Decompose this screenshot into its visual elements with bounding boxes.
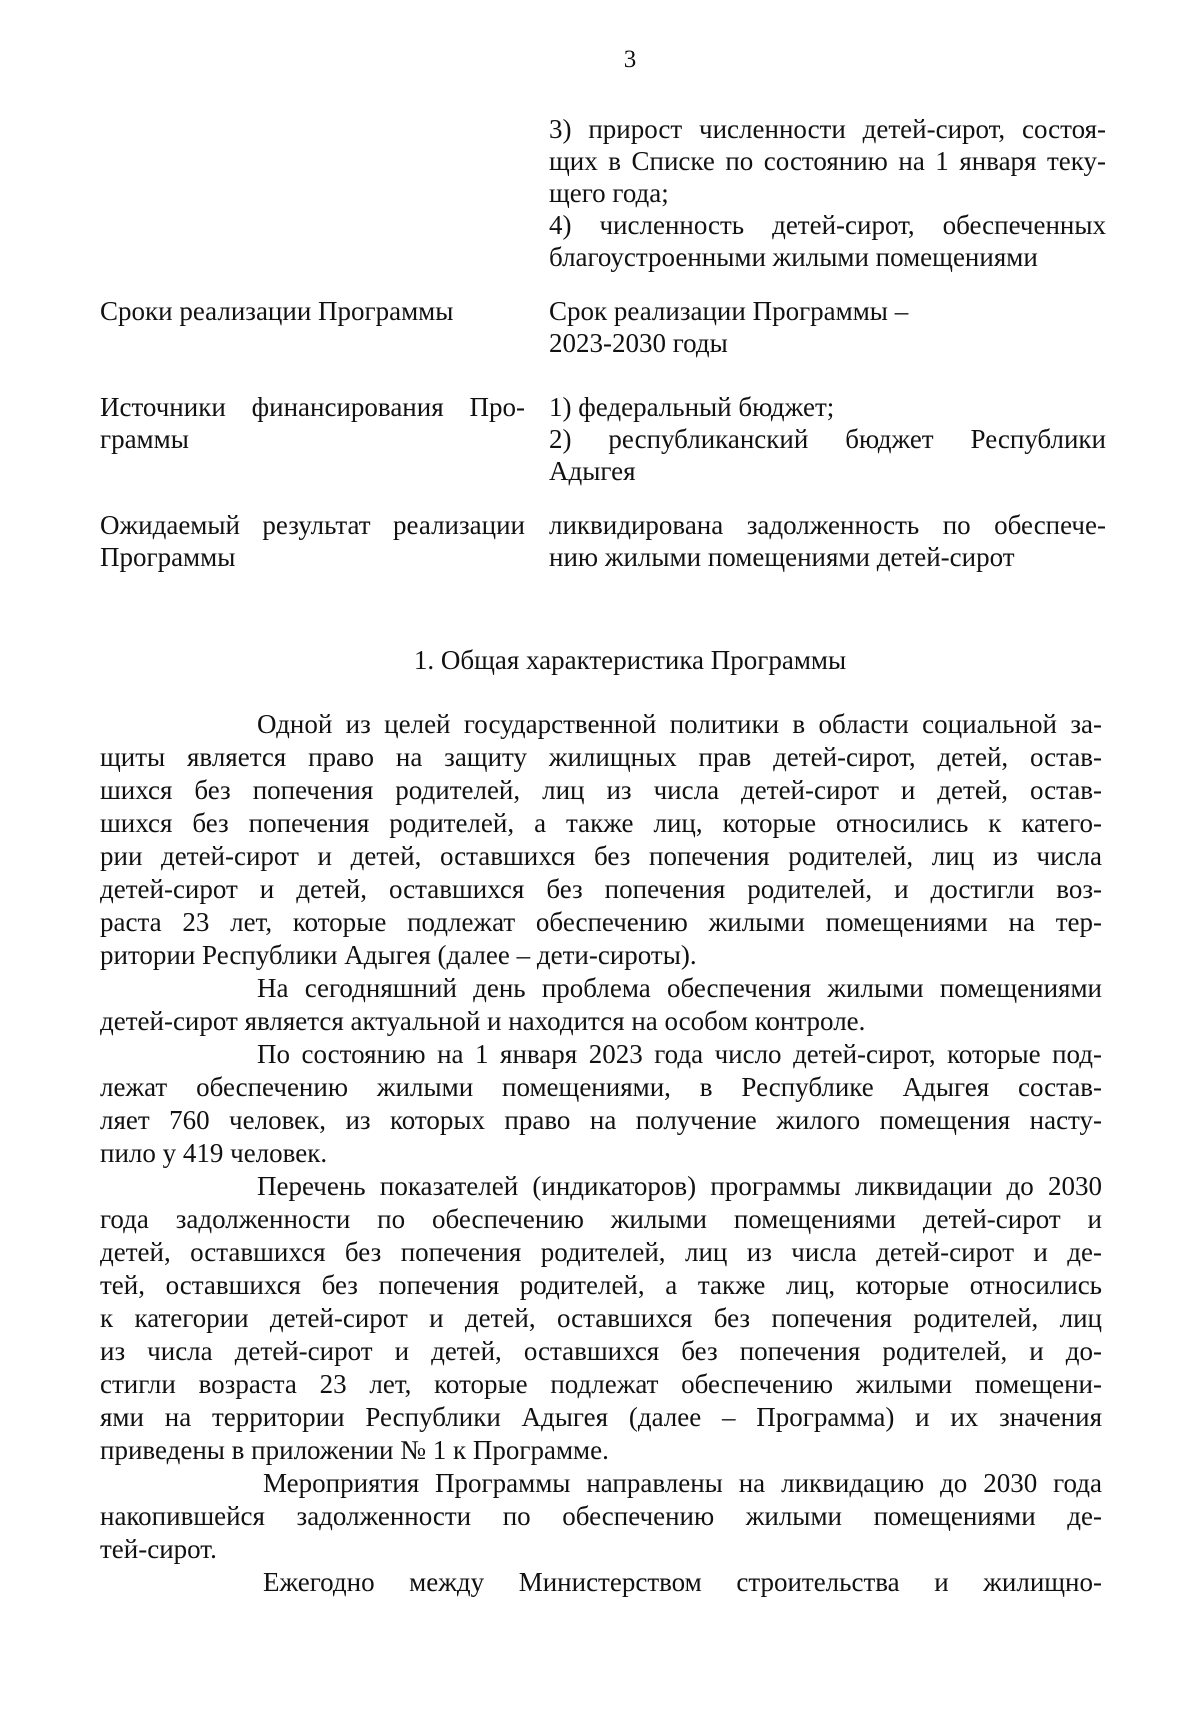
text-line: Мероприятия Программы направлены на ликвидацию до 2030 года <box>263 1468 1102 1498</box>
text-line: Перечень показателей (индикаторов) программы ликвидации до 2030 <box>257 1171 1102 1201</box>
text-line: щего года; <box>549 178 669 208</box>
text-line: 2023-2030 годы <box>549 328 728 358</box>
text-line: По состоянию на 1 января 2023 года число детей-сирот, которые под- <box>257 1039 1102 1069</box>
text-line: 4) численность детей-сирот, обеспеченных <box>549 210 1106 240</box>
paragraph <box>100 1170 1102 1467</box>
funding-value <box>549 391 1106 487</box>
text-line: 2) республиканский бюджет Республики <box>549 424 1106 454</box>
text-line: Одной из целей государственной политики в области социальной за- <box>257 709 1102 739</box>
text-line: накопившейся задолженности по обеспечению жилыми помещениями де- <box>100 1501 1102 1531</box>
text-line: шихся без попечения родителей, а также лиц, которые относились к катего- <box>100 808 1102 838</box>
text-line: из числа детей-сирот и детей, оставшихся без попечения родителей, и до- <box>100 1336 1102 1366</box>
paragraph <box>100 708 1102 972</box>
text-line: Сроки реализации Программы <box>100 296 454 326</box>
text-line: Ожидаемый результат реализации <box>100 510 525 540</box>
text-line: ями на территории Республики Адыгея (далее – Программа) и их значения <box>100 1402 1102 1432</box>
timeline-label <box>100 295 525 327</box>
text-line: Источники финансирования Про- <box>100 392 525 422</box>
section-body <box>100 708 1102 1599</box>
text-line: лежат обеспечению жилыми помещениями, в Республике Адыгея состав- <box>100 1072 1102 1102</box>
text-line: Срок реализации Программы – <box>549 296 909 326</box>
text-line: пило у 419 человек. <box>100 1138 328 1168</box>
text-line: щих в Списке по состоянию на 1 января теку- <box>549 146 1106 176</box>
text-line: шихся без попечения родителей, лиц из числа детей-сирот и детей, остав- <box>100 775 1102 805</box>
paragraph <box>100 1566 1102 1599</box>
funding-label <box>100 391 525 455</box>
paragraph <box>100 1467 1102 1566</box>
result-label <box>100 509 525 573</box>
text-line: граммы <box>100 424 189 454</box>
text-line: Адыгея <box>549 456 636 486</box>
text-line: Ежегодно между Министерством строительства и жилищно- <box>263 1567 1102 1597</box>
text-line: детей, оставшихся без попечения родителей, лиц из числа детей-сирот и де- <box>100 1237 1102 1267</box>
result-value <box>549 509 1106 573</box>
text-line: раста 23 лет, которые подлежат обеспечению жилыми помещениями на тер- <box>100 907 1102 937</box>
text-line: приведены в приложении № 1 к Программе. <box>100 1435 609 1465</box>
text-line: рии детей-сирот и детей, оставшихся без попечения родителей, лиц из числа <box>100 841 1102 871</box>
text-line: года задолженности по обеспечению жилыми помещениями детей-сирот и <box>100 1204 1102 1234</box>
text-line: ритории Республики Адыгея (далее – дети-сироты). <box>100 940 697 970</box>
text-line: детей-сирот является актуальной и находится на особом контроле. <box>100 1006 866 1036</box>
text-line: тей-сирот. <box>100 1534 217 1564</box>
text-line: щиты является право на защиту жилищных прав детей-сирот, детей, остав- <box>100 742 1102 772</box>
paragraph <box>100 972 1102 1038</box>
indicators-continued-value <box>549 113 1106 273</box>
page-number: 3 <box>623 46 637 73</box>
text-line: стигли возраста 23 лет, которые подлежат обеспечению жилыми помещени- <box>100 1369 1102 1399</box>
text-line: ляет 760 человек, из которых право на получение жилого помещения насту- <box>100 1105 1102 1135</box>
text-line: к категории детей-сирот и детей, оставшихся без попечения родителей, лиц <box>100 1303 1102 1333</box>
timeline-value <box>549 295 1106 359</box>
paragraph <box>100 1038 1102 1170</box>
text-line: ликвидирована задолженность по обеспече- <box>549 510 1106 540</box>
text-line: тей, оставшихся без попечения родителей, а также лиц, которые относились <box>100 1270 1102 1300</box>
section-heading: 1. Общая характеристика Программы <box>413 645 847 675</box>
text-line: нию жилыми помещениями детей-сирот <box>549 542 1015 572</box>
text-line: На сегодняшний день проблема обеспечения жилыми помещениями <box>257 973 1102 1003</box>
text-line: благоустроенными жилыми помещениями <box>549 242 1038 272</box>
text-line: Программы <box>100 542 236 572</box>
text-line: 1) федеральный бюджет; <box>549 392 835 422</box>
text-line: детей-сирот и детей, оставшихся без попечения родителей, и достигли воз- <box>100 874 1102 904</box>
text-line: 3) прирост численности детей-сирот, состоя- <box>549 114 1106 144</box>
